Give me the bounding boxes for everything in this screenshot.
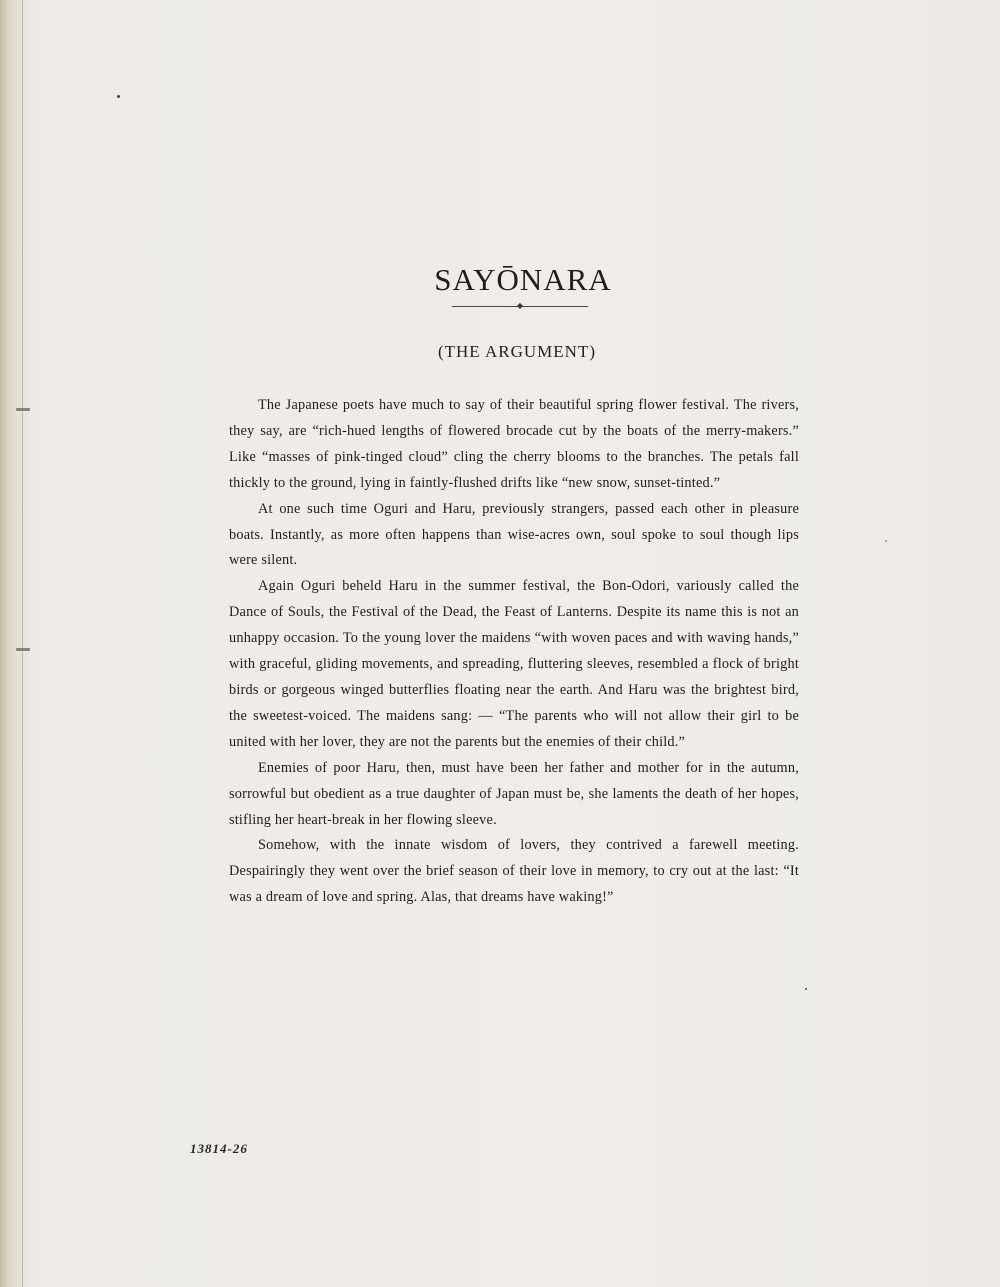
staple-bottom [16,648,30,651]
paragraph: Enemies of poor Haru, then, must have been her father and mother for in the autumn, sorrowful but obedient as a true daughter of Japan must be, she laments the death of her hopes, stifling her heart-break in her flowing sleeve. [229,759,799,828]
page-title: SAYŌNARA [434,262,612,297]
binding-crease [22,0,23,1287]
paragraph: The Japanese poets have much to say of their beautiful spring flower festival. The rivers, they say, are “rich-hued lengths of flowered brocade cut by the boats of the merry-makers.” Like “masses of pink-tinged cloud” cling the cherry blooms to the branches. The petals fall thickly to the ground, lying in faintly-flushed drifts like “new snow, sunset-tinted.” [229,397,799,491]
argument-text [229,393,799,911]
paper-speck [885,540,887,542]
paragraph: Again Oguri beheld Haru in the summer festival, the Bon-Odori, variously called the Dance of Souls, the Festival of the Dead, the Feast of Lanterns. Despite its name this is not an unhappy occasion. To the young lover the maidens “with woven paces and with waving hands,” with graceful, gliding movements, and spreading, fluttering sleeves, resembled a flock of bright birds or gorgeous winged butterflies floating near the earth. And Haru was the brightest bird, the sweetest-voiced. The maidens sang: — “The parents who will not allow their girl to be united with her lover, they are not the parents but the enemies of their child.” [229,578,799,750]
catalog-number: 13814-26 [190,1141,248,1156]
paper-speck [117,95,120,98]
paper-speck [805,988,807,990]
paragraph: At one such time Oguri and Haru, previously strangers, passed each other in pleasure boats. Instantly, as more often happens than wise-acres own, soul spoke to soul though lips were silent. [229,500,799,569]
staple-top [16,408,30,411]
paragraph: Somehow, with the innate wisdom of lovers, they contrived a farewell meeting. Despairingly they went over the brief season of their love in memory, to cry out at the last: “It was a dream of love and spring. Alas, that dreams have waking!” [229,837,799,906]
rule-ornament: ◆ [516,301,524,310]
page-subtitle: (THE ARGUMENT) [437,342,596,361]
